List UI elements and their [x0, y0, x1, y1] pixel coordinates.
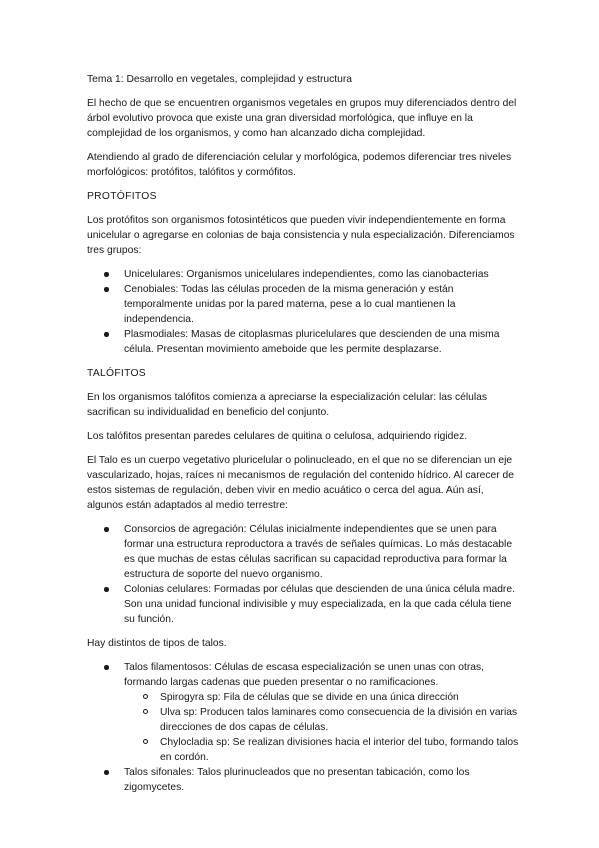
bullet-icon: [104, 587, 109, 592]
list-item: [87, 282, 519, 327]
bullet-icon: [104, 272, 109, 277]
bullet-icon: [104, 770, 109, 775]
list-item: [87, 582, 519, 627]
list-item: [87, 522, 519, 582]
talofitos-paragraph-3: El Talo es un cuerpo vegetativo pluricelular o polinucleado, en el que no se diferencian un eje vascularizado, hojas, raíces ni mecanismos de regulación del contenido hídrico. Al carecer de estos sistemas de regulación, deben vivir en medio acuático o cerca del agua. Aún así, algunos están adaptados al medio terrestre:: [87, 455, 514, 511]
sub-list-item: [87, 690, 519, 705]
list-item-text: Colonias celulares: Formadas por células que descienden de una única célula madre. Son una unidad funcional indivisible y muy especializada, en la que cada célula tiene su función.: [124, 584, 515, 625]
list-item-text: Talos filamentosos: Células de escasa especialización se unen unas con otras, formando largas cadenas que pueden presentar o no ramificaciones.: [124, 662, 485, 688]
list-item: [87, 327, 519, 357]
protofitos-paragraph: Los protófitos son organismos fotosintéticos que pueden vivir independientemente en forma unicelular o agregarse en colonias de baja consistencia y nula especialización. Diferenciamos tres grupos:: [87, 215, 515, 256]
talos-intro: Hay distintos de tipos de talos.: [87, 638, 227, 649]
bullet-icon: [104, 665, 109, 670]
list-item: [87, 765, 519, 795]
document-body: [87, 72, 519, 804]
bullet-icon: [104, 332, 109, 337]
intro-paragraph-2: Atendiendo al grado de diferenciación celular y morfológica, podemos diferenciar tres niveles morfológicos: protófitos, talófitos y cormófitos.: [87, 152, 512, 178]
sub-list-item: [87, 735, 519, 765]
section-heading-talofitos: TALÓFITOS: [87, 368, 146, 379]
list-item-text: Cenobiales: Todas las células proceden de la misma generación y están temporalmente unidas por la pared materna, pese a lo cual mantienen la independencia.: [124, 284, 456, 325]
bullet-icon: [104, 287, 109, 292]
list-item: [87, 267, 519, 282]
circle-bullet-icon: [143, 739, 148, 744]
section-heading-protofitos: PROTÓFITOS: [87, 191, 157, 202]
talofitos-paragraph-1: En los organismos talófitos comienza a apreciarse la especialización celular: las células sacrifican su individualidad en beneficio del conjunto.: [87, 392, 488, 418]
list-item: [87, 660, 519, 690]
circle-bullet-icon: [143, 694, 148, 699]
intro-paragraph-1: El hecho de que se encuentren organismos vegetales en grupos muy diferenciados dentro del árbol evolutivo provoca que existe una gran diversidad morfológica, que influye en la complejidad de los organismos, y como han alcanzado dicha complejidad.: [87, 98, 517, 139]
protofitos-list: [87, 267, 519, 357]
list-item-text: Talos sifonales: Talos plurinucleados que no presentan tabicación, como los zigomycetes.: [124, 767, 470, 793]
list-item-text: Unicelulares: Organismos unicelulares independientes, como las cianobacterias: [124, 269, 489, 280]
document-title: Tema 1: Desarrollo en vegetales, complejidad y estructura: [87, 74, 352, 85]
sub-list-item-text: Chylocladia sp: Se realizan divisiones hacia el interior del tubo, formando talos en cordón.: [160, 737, 519, 763]
list-item-text: Plasmodiales: Masas de citoplasmas pluricelulares que descienden de una misma célula. Presentan movimiento ameboide que les permite desplazarse.: [124, 329, 500, 355]
talofitos-list: [87, 522, 519, 627]
list-item-text: Consorcios de agregación: Células inicialmente independientes que se unen para formar una estructura reproductora a través de señales químicas. Lo más destacable es que muchas de estas células sacrifican su capacidad reproductiva para formar la estructura de soporte del nuevo organismo.: [124, 524, 513, 580]
sub-list-item-text: Ulva sp: Producen talos laminares como consecuencia de la división en varias direcciones de dos capas de células.: [160, 707, 518, 733]
bullet-icon: [104, 527, 109, 532]
talos-list: [87, 660, 519, 795]
circle-bullet-icon: [143, 709, 148, 714]
sub-list-item: [87, 705, 519, 735]
sub-list-item-text: Spirogyra sp: Fila de células que se divide en una única dirección: [160, 692, 459, 703]
talofitos-paragraph-2: Los talófitos presentan paredes celulares de quitina o celulosa, adquiriendo rigidez.: [87, 431, 468, 442]
